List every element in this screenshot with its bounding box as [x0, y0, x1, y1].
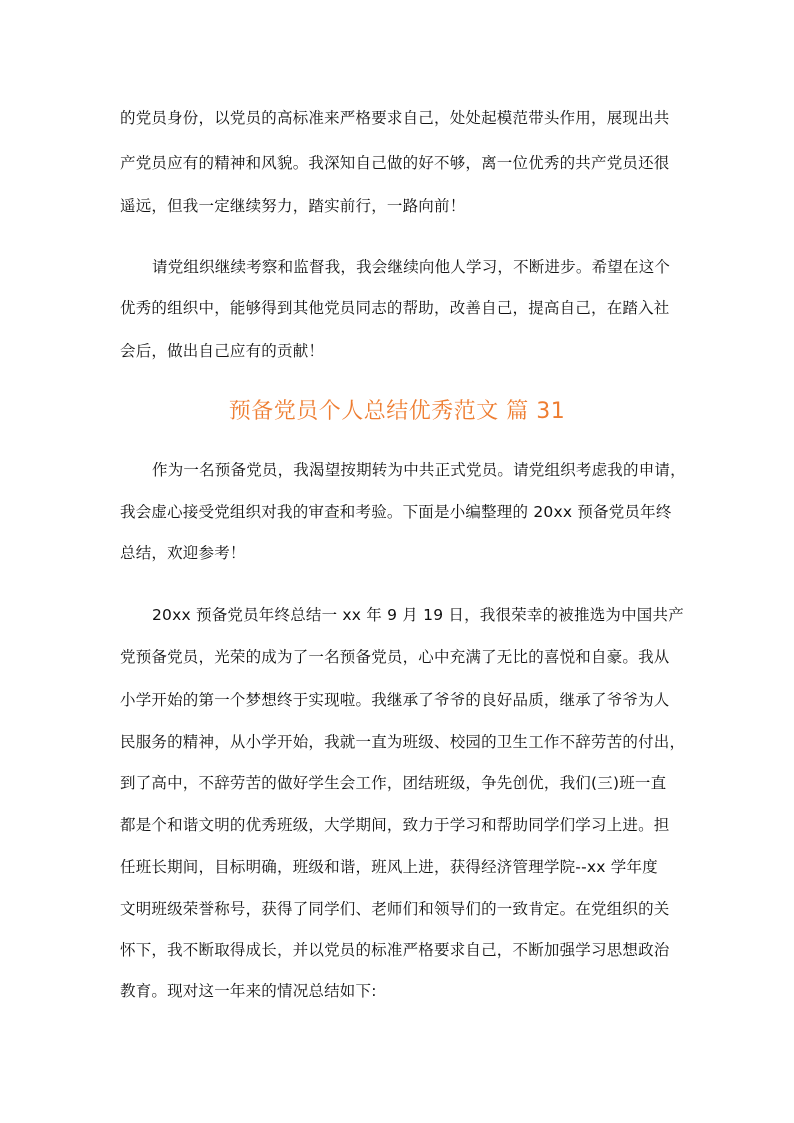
paragraph-line: 任班长期间，目标明确，班级和谐，班风上进，获得经济管理学院--xx 学年度: [120, 858, 658, 876]
paragraph-line: 遥远，但我一定继续努力，踏实前行，一路向前！: [120, 197, 466, 215]
paragraph-line: 的党员身份，以党员的高标准来严格要求自己，处处起模范带头作用，展现出共: [120, 109, 670, 127]
paragraph-line: 作为一名预备党员，我渴望按期转为中共正式党员。请党组织考虑我的申请，: [152, 461, 686, 479]
paragraph-line: 民服务的精神，从小学开始，我就一直为班级、校园的卫生工作不辞劳苦的付出，: [120, 733, 686, 751]
paragraph-line: 优秀的组织中，能够得到其他党员同志的帮助，改善自己，提高自己，在踏入社: [120, 299, 670, 317]
paragraph-line: 文明班级荣誉称号，获得了同学们、老师们和领导们的一致肯定。在党组织的关: [120, 900, 670, 918]
paragraph-line: 都是个和谐文明的优秀班级，大学期间，致力于学习和帮助同学们学习上进。担: [120, 816, 670, 834]
paragraph-line: 到了高中，不辞劳苦的做好学生会工作，团结班级，争先创优，我们(三)班一直: [120, 774, 667, 792]
paragraph-line: 党预备党员，光荣的成为了一名预备党员，心中充满了无比的喜悦和自豪。我从: [120, 648, 670, 666]
paragraph-line: 总结，欢迎参考！: [120, 544, 246, 562]
paragraph-line: 产党员应有的精神和风貌。我深知自己做的好不够，离一位优秀的共产党员还很: [120, 154, 670, 172]
paragraph-line: 怀下，我不断取得成长，并以党员的标准严格要求自己，不断加强学习思想政治: [120, 941, 670, 959]
paragraph-line: 请党组织继续考察和监督我，我会继续向他人学习，不断进步。希望在这个: [152, 258, 671, 276]
paragraph-line: 教育。现对这一年来的情况总结如下:: [120, 982, 377, 1000]
paragraph-line: 小学开始的第一个梦想终于实现啦。我继承了爷爷的良好品质，继承了爷爷为人: [120, 691, 670, 709]
paragraph-line: 20xx 预备党员年终总结一 xx 年 9 月 19 日，我很荣幸的被推选为中国共产: [152, 606, 684, 624]
section-title: 预备党员个人总结优秀范文 篇 31: [228, 399, 566, 424]
paragraph-line: 我会虚心接受党组织对我的审查和考验。下面是小编整理的 20xx 预备党员年终: [120, 503, 672, 521]
paragraph-line: 会后，做出自己应有的贡献！: [120, 342, 325, 360]
